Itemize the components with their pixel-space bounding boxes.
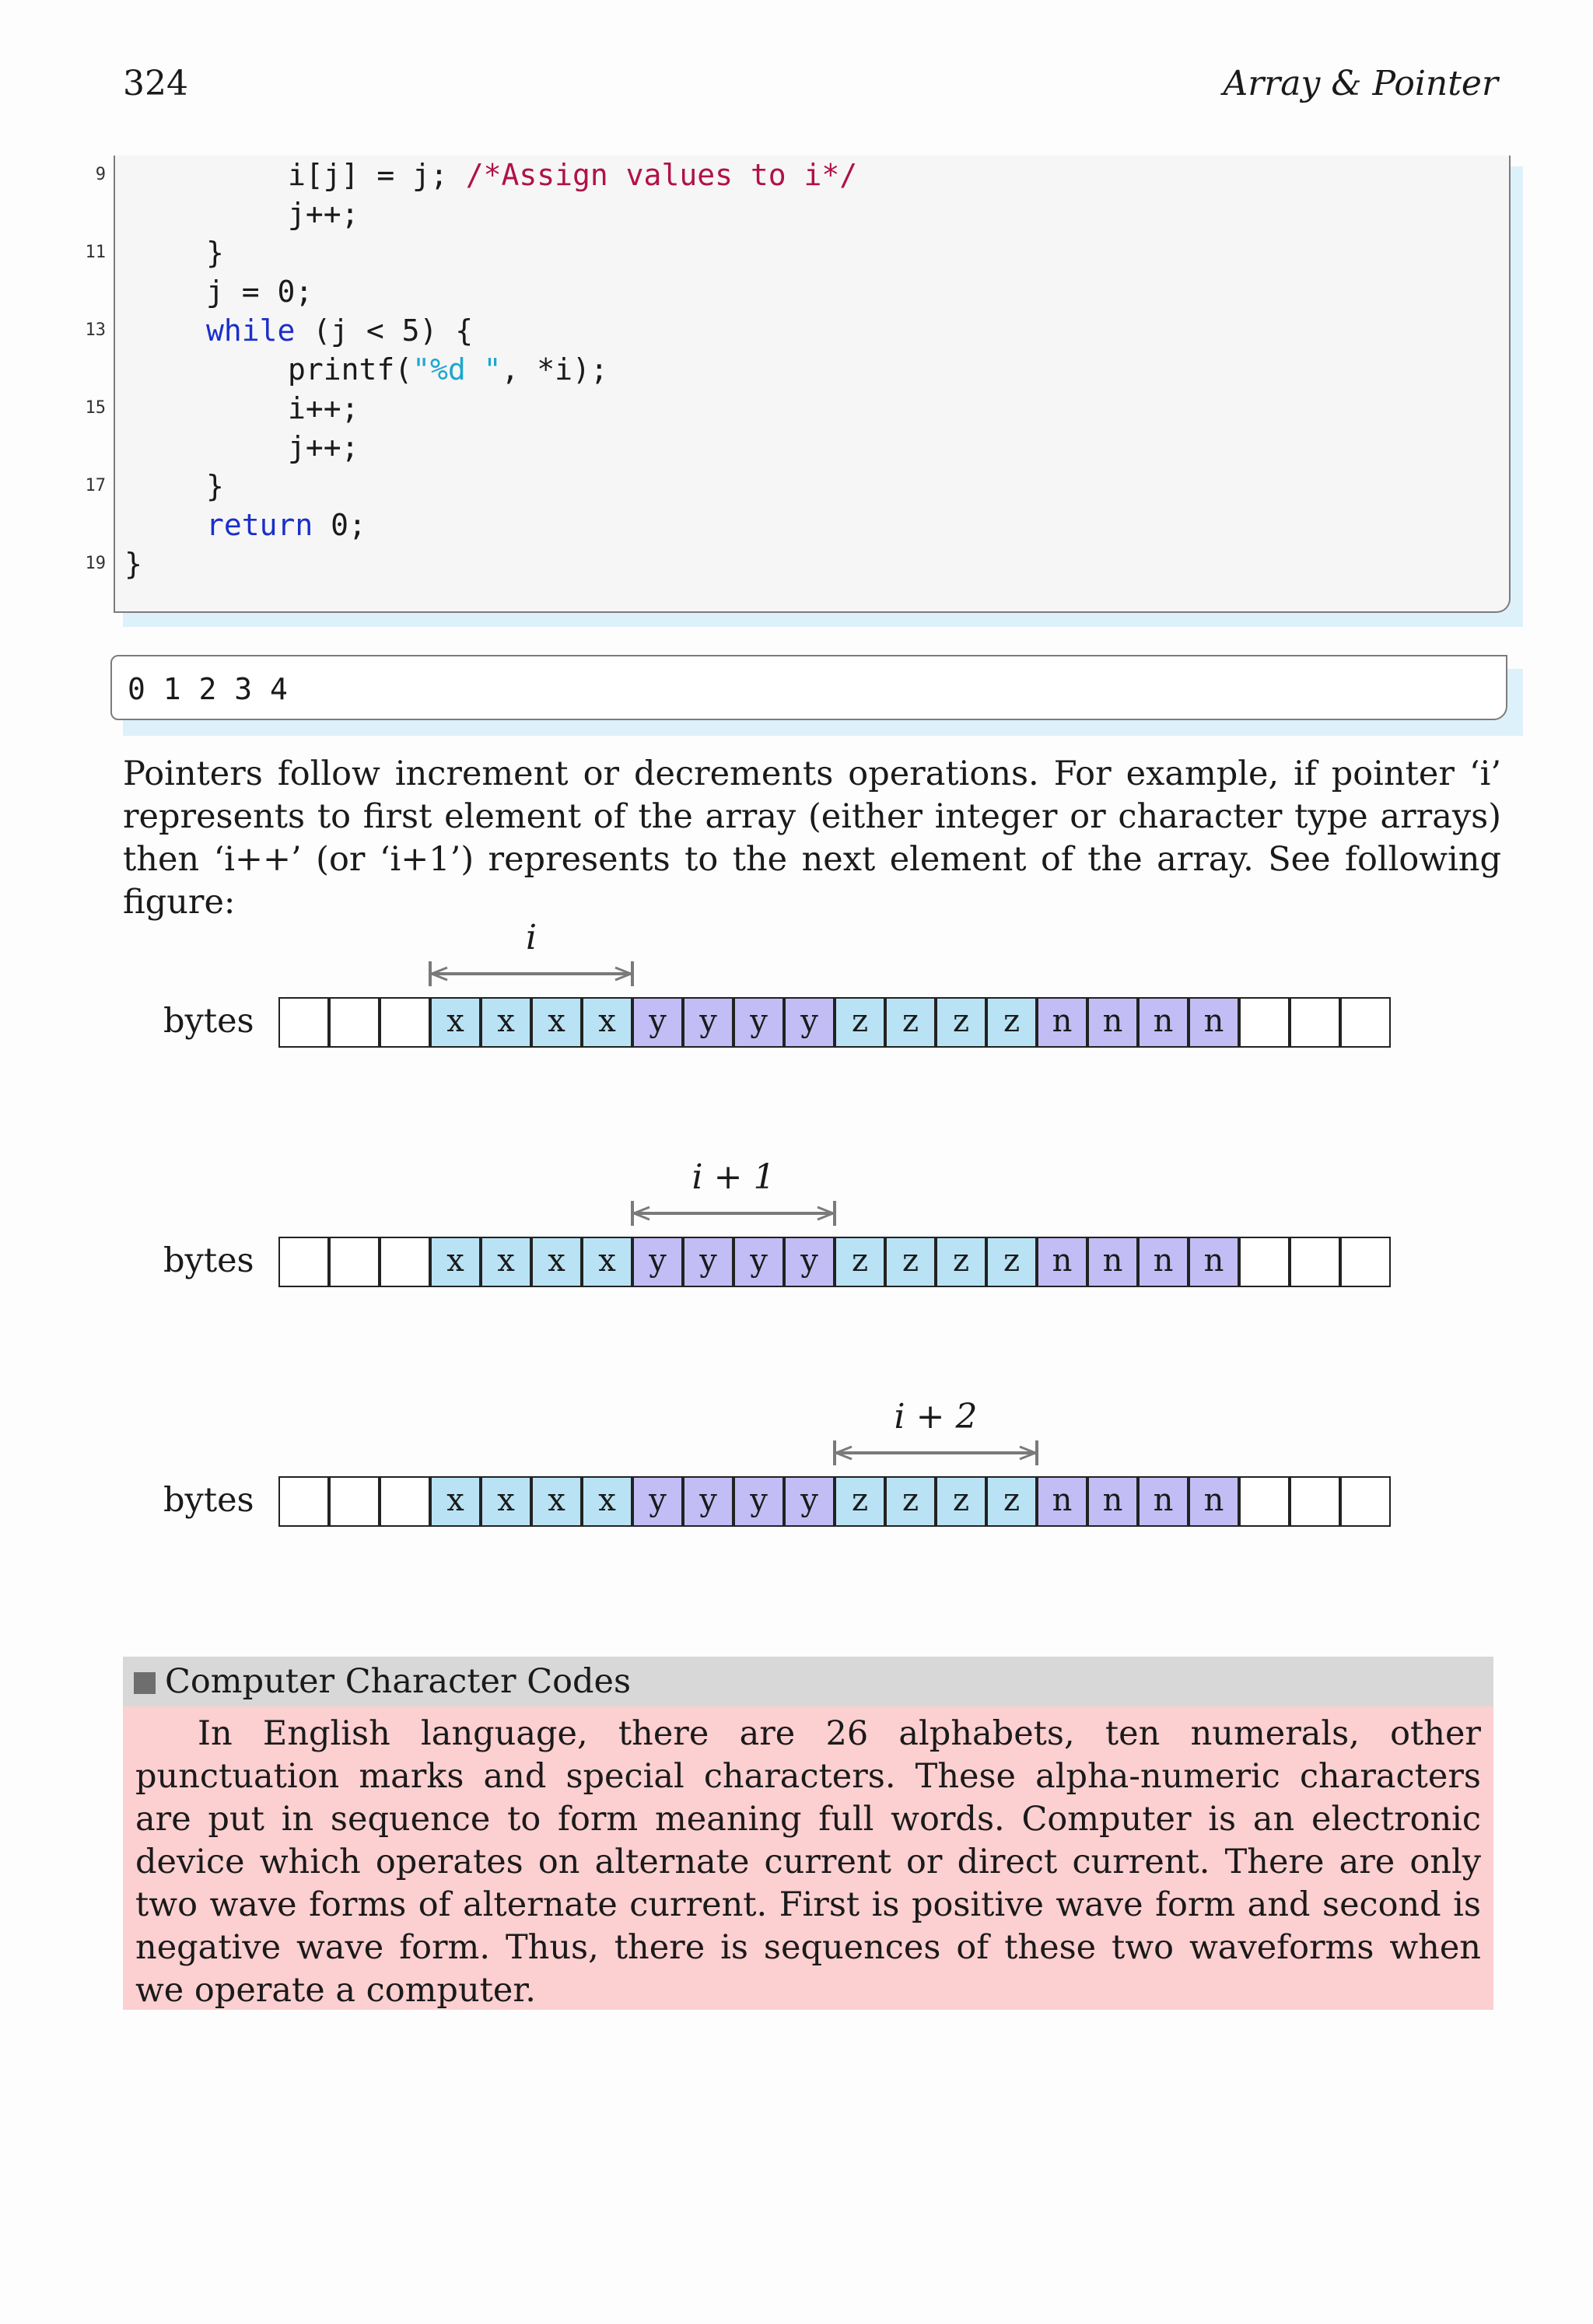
byte-cell: x <box>430 1476 481 1527</box>
byte-cell: n <box>1138 1237 1189 1287</box>
byte-cell: z <box>835 997 885 1048</box>
byte-cell: x <box>582 1476 632 1527</box>
pointer-span-arrow <box>832 1437 1040 1468</box>
code-line <box>288 350 608 389</box>
line-number: 15 <box>85 398 106 418</box>
byte-cell: z <box>885 1476 936 1527</box>
body-paragraph: Pointers follow increment or decrements operations. For example, if pointer ‘i’ represents to first element of the array (either integer or character type arrays) then ‘i++’ (or ‘i+1’) represents to the next element of the array. See following figure: <box>123 754 1501 922</box>
code-keyword: while <box>206 313 296 348</box>
byte-cell <box>1340 1476 1391 1527</box>
code-token: } <box>206 236 224 270</box>
code-token: , *i); <box>501 352 608 387</box>
code-line <box>288 194 359 233</box>
byte-cell: x <box>531 1476 582 1527</box>
byte-cell <box>1290 1476 1340 1527</box>
code-listing <box>114 156 1511 613</box>
code-keyword: return <box>206 508 313 542</box>
byte-cell: n <box>1087 1476 1138 1527</box>
byte-cell: z <box>885 1237 936 1287</box>
pointer-label: i + 1 <box>691 1157 775 1197</box>
byte-cell: y <box>733 1237 784 1287</box>
byte-cell: y <box>632 1476 683 1527</box>
byte-cell: y <box>784 997 835 1048</box>
byte-cell: n <box>1138 1476 1189 1527</box>
code-token: printf( <box>288 352 413 387</box>
byte-cell: x <box>481 1476 531 1527</box>
code-token: i++; <box>288 391 359 425</box>
bytes-label: bytes <box>163 1002 254 1041</box>
byte-cell: y <box>784 1476 835 1527</box>
code-token: j = 0; <box>206 275 313 309</box>
code-token: (j < 5) { <box>295 313 474 348</box>
callout-body <box>123 1706 1493 2010</box>
pointer-label: i + 2 <box>894 1397 978 1437</box>
byte-cell <box>380 1237 430 1287</box>
line-number: 17 <box>85 476 106 495</box>
pointer-span-arrow <box>427 958 635 989</box>
code-token: } <box>206 469 224 503</box>
byte-cell: y <box>733 997 784 1048</box>
byte-cell: n <box>1037 997 1087 1048</box>
code-token: 0; <box>313 508 366 542</box>
code-string: "%d " <box>412 352 502 387</box>
byte-cell <box>380 1476 430 1527</box>
line-number: 11 <box>85 243 106 262</box>
code-token: j++; <box>288 197 359 231</box>
byte-cell: n <box>1189 997 1239 1048</box>
byte-cell: y <box>632 1237 683 1287</box>
byte-cell <box>329 1476 380 1527</box>
byte-cell: y <box>784 1237 835 1287</box>
byte-cell: n <box>1189 1476 1239 1527</box>
byte-cell <box>1239 1237 1290 1287</box>
line-number: 13 <box>85 320 106 340</box>
byte-cell: x <box>582 1237 632 1287</box>
byte-cell <box>1290 997 1340 1048</box>
byte-cell <box>380 997 430 1048</box>
bytes-label: bytes <box>163 1241 254 1280</box>
callout-paragraph: In English language, there are 26 alphabets, ten numerals, other punctuation marks and special characters. These alpha-numeric characters are put in sequence to form meaning full words. Computer is an electronic device which operates on alternate current or direct current. There are only two wave forms of alternate current. First is positive wave form and second is negative wave form. Thus, there is sequences of these two waveforms when we operate a computer. <box>135 1714 1481 2010</box>
chapter-title: Array & Pointer <box>1223 64 1498 103</box>
byte-cell: n <box>1087 997 1138 1048</box>
byte-cell: x <box>481 1237 531 1287</box>
byte-cell <box>1290 1237 1340 1287</box>
code-line <box>288 389 359 428</box>
byte-cell <box>1340 997 1391 1048</box>
code-comment: /*Assign values to i*/ <box>465 158 858 192</box>
byte-cell: z <box>885 997 936 1048</box>
byte-cell <box>329 997 380 1048</box>
byte-cell: x <box>531 1237 582 1287</box>
code-line <box>206 272 313 311</box>
code-token: } <box>124 547 142 581</box>
byte-cell: z <box>936 1476 986 1527</box>
byte-cell: x <box>582 997 632 1048</box>
byte-cell: y <box>632 997 683 1048</box>
byte-cell: z <box>835 1476 885 1527</box>
byte-cell: z <box>835 1237 885 1287</box>
code-line <box>206 233 224 272</box>
code-line <box>288 156 857 194</box>
pointer-label: i <box>525 918 537 957</box>
byte-cell: z <box>986 997 1037 1048</box>
byte-cell: z <box>936 1237 986 1287</box>
line-number: 19 <box>85 554 106 573</box>
callout-heading <box>123 1657 1493 1706</box>
byte-cell: x <box>531 997 582 1048</box>
byte-cell: n <box>1138 997 1189 1048</box>
byte-cell: z <box>936 997 986 1048</box>
byte-cell: x <box>430 997 481 1048</box>
byte-cell <box>1239 997 1290 1048</box>
code-line <box>206 311 473 350</box>
byte-cell: n <box>1087 1237 1138 1287</box>
pointer-span-arrow <box>629 1198 838 1229</box>
byte-cell <box>329 1237 380 1287</box>
byte-cell: n <box>1037 1237 1087 1287</box>
code-line <box>206 467 224 506</box>
byte-cell <box>278 1476 329 1527</box>
byte-cell: z <box>986 1237 1037 1287</box>
byte-cell: y <box>683 1476 733 1527</box>
byte-cell: n <box>1037 1476 1087 1527</box>
page-number: 324 <box>123 64 188 103</box>
byte-cell: y <box>733 1476 784 1527</box>
byte-cell: y <box>683 997 733 1048</box>
square-bullet-icon <box>134 1672 156 1694</box>
callout-heading-text: Computer Character Codes <box>165 1662 632 1701</box>
byte-cell <box>1239 1476 1290 1527</box>
code-token: j++; <box>288 430 359 464</box>
byte-cell: y <box>683 1237 733 1287</box>
code-line <box>288 428 359 467</box>
line-number: 9 <box>95 165 106 184</box>
byte-cell: n <box>1189 1237 1239 1287</box>
bytes-label: bytes <box>163 1481 254 1520</box>
code-token: i[j] = j; <box>288 158 466 192</box>
byte-cell: x <box>481 997 531 1048</box>
byte-cell: z <box>986 1476 1037 1527</box>
byte-cell <box>278 997 329 1048</box>
code-line <box>124 544 142 583</box>
byte-cell <box>278 1237 329 1287</box>
program-output: 0 1 2 3 4 <box>110 655 1507 720</box>
code-line <box>206 506 366 544</box>
byte-cell <box>1340 1237 1391 1287</box>
byte-cell: x <box>430 1237 481 1287</box>
